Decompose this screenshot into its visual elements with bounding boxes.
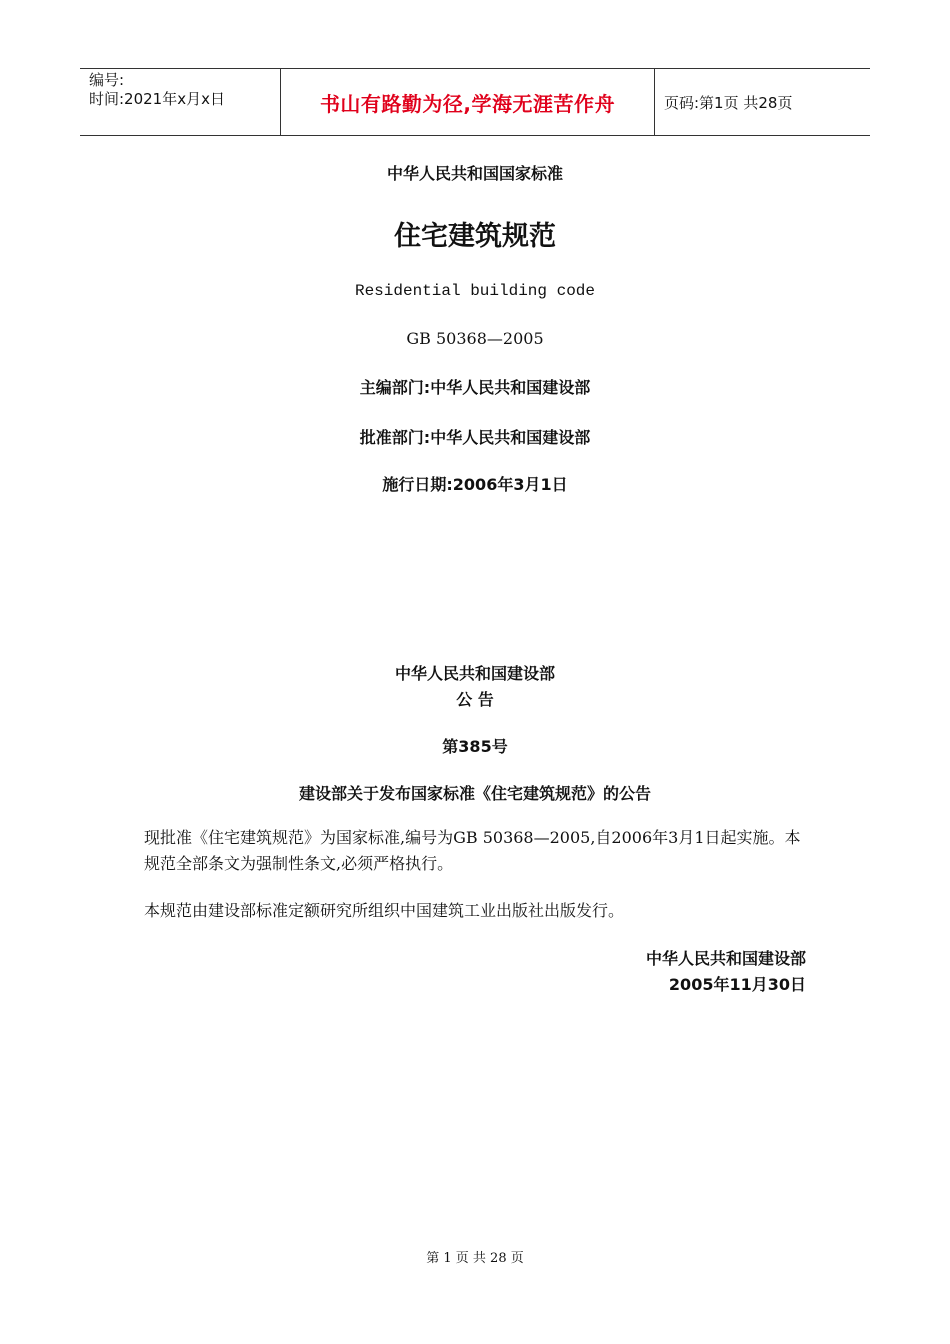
notice-paragraph-1: 现批准《住宅建筑规范》为国家标准,编号为GB 50368—2005,自2006年3月1日起实施。本规范全部条文为强制性条文,必须严格执行。 — [144, 828, 801, 873]
approval-dept: 批准部门:中华人民共和国建设部 — [359, 428, 591, 447]
editor-dept: 主编部门:中华人民共和国建设部 — [359, 378, 591, 397]
date-label: 时间:2021年x月x日 — [89, 90, 225, 108]
signature-date: 2005年11月30日 — [668, 975, 806, 994]
standard-code: GB 50368—2005 — [406, 329, 544, 348]
standard-type: 中华人民共和国国家标准 — [386, 164, 563, 183]
effective-date: 施行日期:2006年3月1日 — [382, 475, 568, 494]
notice-issuer: 中华人民共和国建设部 — [394, 664, 555, 683]
notice-number: 第385号 — [442, 737, 508, 756]
notice-heading: 公 告 — [456, 690, 494, 709]
english-title: Residential building code — [354, 282, 596, 300]
header-meta — [80, 69, 281, 135]
notice-subject: 建设部关于发布国家标准《住宅建筑规范》的公告 — [298, 784, 651, 803]
notice-paragraph-2: 本规范由建设部标准定额研究所组织中国建筑工业出版社出版发行。 — [144, 901, 625, 920]
document-title: 住宅建筑规范 — [394, 221, 556, 252]
page-header — [80, 68, 870, 136]
header-page-info: 页码:第1页 共28页 — [664, 93, 793, 112]
signature-org: 中华人民共和国建设部 — [645, 949, 806, 968]
page-footer: 第 1 页 共 28 页 — [426, 1251, 524, 1266]
number-label: 编号: — [89, 71, 125, 89]
header-motto: 书山有路勤为径,学海无涯苦作舟 — [281, 69, 655, 135]
